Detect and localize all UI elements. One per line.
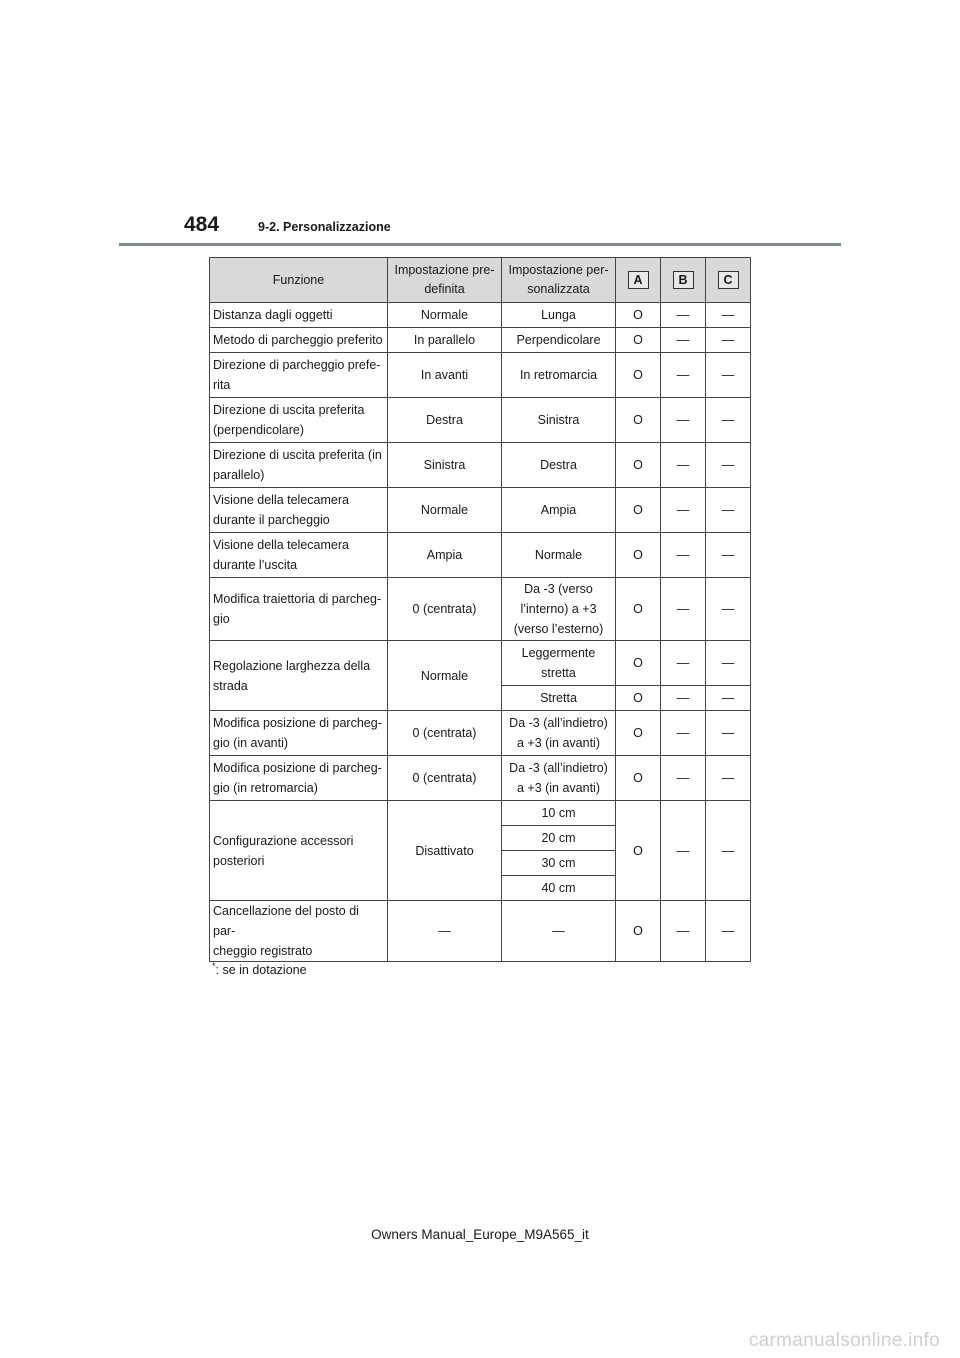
cell-b: — [661,641,706,686]
cell-b: — [661,533,706,578]
table-row [210,901,751,962]
cell-b: — [661,398,706,443]
cell-custom: In retromarcia [502,353,616,398]
table-row [210,398,751,443]
cell-function: Direzione di uscita preferita (in parallelo) [210,443,388,488]
cell-a: O [616,711,661,756]
cell-default: Destra [388,398,502,443]
cell-function: Modifica posizione di parcheg- gio (in retromarcia) [210,756,388,801]
cell-b: — [661,443,706,488]
cell-custom: 10 cm [502,801,616,826]
cell-default: 0 (centrata) [388,711,502,756]
cell-c: — [706,328,751,353]
page-number: 484 [184,213,220,236]
footer-manual-id: Owners Manual_Europe_M9A565_it [371,1227,589,1242]
cell-custom: Leggermente stretta [502,641,616,686]
cell-custom: Destra [502,443,616,488]
cell-function: Direzione di parcheggio prefe- rita [210,353,388,398]
cell-c: — [706,686,751,711]
cell-default: Normale [388,303,502,328]
cell-c: — [706,398,751,443]
table-row [210,303,751,328]
footnote [212,961,307,977]
cell-b: — [661,801,706,901]
cell-a: O [616,443,661,488]
cell-b: — [661,756,706,801]
cell-function: Cancellazione del posto di par- cheggio registrato [210,901,388,962]
cell-custom: Normale [502,533,616,578]
cell-c: — [706,756,751,801]
cell-default: Normale [388,488,502,533]
header-default [388,258,502,303]
table-row [210,533,751,578]
watermark: carmanualsonline.info [748,1330,940,1351]
table-row [210,578,751,641]
cell-c: — [706,901,751,962]
table-row [210,756,751,801]
cell-default: Sinistra [388,443,502,488]
cell-a: O [616,686,661,711]
cell-function: Visione della telecamera durante il parcheggio [210,488,388,533]
cell-a: O [616,578,661,641]
header-divider [119,243,841,246]
cell-custom: — [502,901,616,962]
header-col-b [661,258,706,303]
section-title: 9-2. Personalizzazione [258,220,391,234]
table-row [210,711,751,756]
cell-a: O [616,328,661,353]
header-custom-label: Impostazione per- sonalizzata [508,263,609,296]
cell-default: In parallelo [388,328,502,353]
cell-function: Configurazione accessori posteriori [210,801,388,901]
cell-default: — [388,901,502,962]
cell-b: — [661,488,706,533]
header-custom [502,258,616,303]
cell-c: — [706,533,751,578]
cell-b: — [661,353,706,398]
cell-function: Modifica traiettoria di parcheg- gio [210,578,388,641]
letter-c-badge: C [718,271,739,289]
cell-default: 0 (centrata) [388,756,502,801]
cell-b: — [661,328,706,353]
table-header-row [210,258,751,303]
cell-function: Regolazione larghezza della strada [210,641,388,711]
cell-custom: Lunga [502,303,616,328]
cell-a: O [616,641,661,686]
cell-function: Modifica posizione di parcheg- gio (in avanti) [210,711,388,756]
cell-a: O [616,533,661,578]
cell-default: Normale [388,641,502,711]
cell-b: — [661,711,706,756]
cell-b: — [661,303,706,328]
table-row [210,328,751,353]
cell-custom: Da -3 (verso l’interno) a +3 (verso l’esterno) [502,578,616,641]
cell-c: — [706,711,751,756]
cell-a: O [616,353,661,398]
cell-default: 0 (centrata) [388,578,502,641]
cell-c: — [706,353,751,398]
header-default-label: Impostazione pre- definita [394,263,495,296]
cell-function: Metodo di parcheggio preferito [210,328,388,353]
table-row [210,801,751,826]
letter-a-badge: A [628,271,649,289]
cell-a: O [616,488,661,533]
cell-function: Visione della telecamera durante l’uscita [210,533,388,578]
table-row [210,443,751,488]
cell-function: Direzione di uscita preferita (perpendicolare) [210,398,388,443]
cell-custom: Ampia [502,488,616,533]
cell-custom: Perpendicolare [502,328,616,353]
cell-a: O [616,398,661,443]
cell-b: — [661,901,706,962]
customization-table [209,257,751,962]
cell-a: O [616,801,661,901]
cell-c: — [706,801,751,901]
cell-custom: Stretta [502,686,616,711]
cell-default: Ampia [388,533,502,578]
table-row [210,641,751,686]
cell-function: Distanza dagli oggetti [210,303,388,328]
cell-c: — [706,488,751,533]
table-row [210,488,751,533]
cell-c: — [706,578,751,641]
cell-c: — [706,303,751,328]
cell-b: — [661,686,706,711]
footnote-marker: * [212,961,216,971]
cell-custom: 20 cm [502,826,616,851]
cell-a: O [616,901,661,962]
cell-b: — [661,578,706,641]
header-col-c [706,258,751,303]
cell-custom: Sinistra [502,398,616,443]
table-row [210,353,751,398]
footnote-text: : se in dotazione [215,963,307,978]
cell-a: O [616,303,661,328]
cell-c: — [706,641,751,686]
cell-custom: Da -3 (all’indietro) a +3 (in avanti) [502,756,616,801]
cell-default: Disattivato [388,801,502,901]
cell-a: O [616,756,661,801]
header-col-a [616,258,661,303]
letter-b-badge: B [673,271,694,289]
cell-custom: 40 cm [502,876,616,901]
cell-custom: Da -3 (all’indietro) a +3 (in avanti) [502,711,616,756]
cell-custom: 30 cm [502,851,616,876]
cell-default: In avanti [388,353,502,398]
cell-c: — [706,443,751,488]
header-function: Funzione [210,258,388,303]
